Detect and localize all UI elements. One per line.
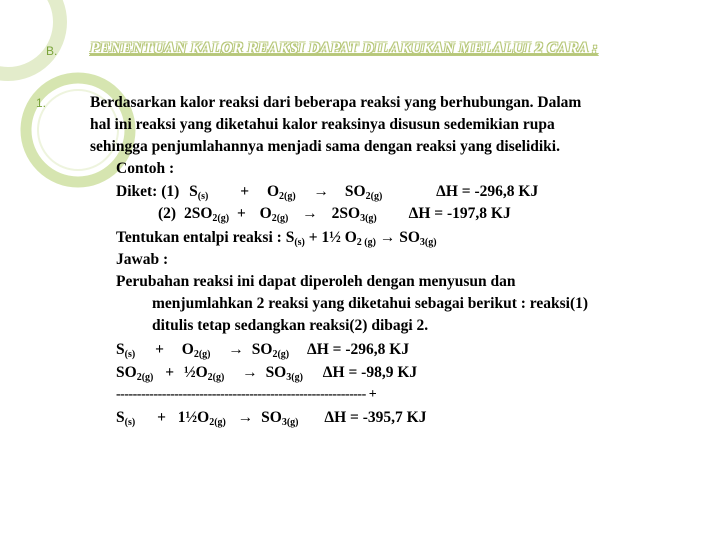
- formula-so: SO: [116, 364, 137, 381]
- subscript-3g: 3(g): [286, 372, 303, 383]
- formula-so: SO: [251, 341, 273, 358]
- formula-so: SO: [399, 229, 420, 246]
- coefficient-half: ½: [183, 364, 196, 381]
- subscript-2g: 2(g): [209, 417, 226, 428]
- plus-sign: +: [155, 341, 164, 358]
- plus-sign: +: [236, 205, 246, 222]
- intro-line-2: hal ini reaksi yang diketahui kalor reaksinya disusun sedemikian rupa: [90, 116, 555, 133]
- formula-o: O: [259, 205, 272, 222]
- answer-equation-1: [116, 339, 409, 362]
- formula-s: S: [116, 409, 125, 426]
- subscript-2g: 2(g): [136, 372, 154, 383]
- arrow: →: [242, 364, 258, 381]
- slide-title: PENENTUAN KALOR REAKSI DAPAT DILAKUKAN MELALUI 2 CARA :: [90, 40, 598, 57]
- tentukan-line: [116, 227, 437, 250]
- total-enthalpy: ΔH = -395,7 KJ: [324, 409, 427, 426]
- answer-equation-2: [116, 362, 417, 385]
- subscript-2g: 2(g): [272, 349, 290, 360]
- formula-o: O: [181, 341, 194, 358]
- coefficient-one-half: 1½: [177, 409, 198, 426]
- reaction-2-enthalpy: ΔH = -197,8 KJ: [408, 205, 511, 222]
- contoh-label: Contoh :: [116, 160, 175, 177]
- perubahan-line-2: menjumlahkan 2 reaksi yang diketahui sebagai berikut : reaksi(1): [152, 295, 589, 312]
- answer-equation-total: [116, 407, 426, 430]
- answer-1-enthalpy: ΔH = -296,8 KJ: [307, 341, 410, 358]
- arrow: →: [228, 341, 244, 358]
- plus-sign: +: [157, 409, 166, 426]
- formula-o: O: [266, 183, 279, 200]
- tentukan-label: Tentukan entalpi reaksi :: [116, 229, 282, 246]
- perubahan-line-1: Perubahan reaksi ini dapat diperoleh dengan menyusun dan: [116, 273, 516, 290]
- formula-so: SO: [344, 183, 366, 200]
- intro-line-1: Berdasarkan kalor reaksi dari beberapa reaksi yang berhubungan. Dalam: [90, 94, 582, 111]
- arrow: →: [379, 229, 396, 246]
- subscript-3g: 3(g): [360, 213, 377, 224]
- jawab-label: Jawab :: [116, 251, 169, 268]
- diket-reaction-2: [158, 203, 511, 226]
- reaction-1-enthalpy: ΔH = -296,8 KJ: [436, 183, 539, 200]
- arrow: →: [313, 183, 330, 200]
- intro-line-3: sehingga penjumlahannya menjadi sama dengan reaksi yang diselidiki.: [90, 138, 560, 155]
- coefficient-one-half: 1½: [321, 229, 341, 246]
- reaction-1-number: (1): [161, 183, 180, 200]
- state-solid: (s): [197, 191, 209, 202]
- subscript-2g: 2(g): [271, 213, 289, 224]
- formula-s: S: [116, 341, 125, 358]
- subscript-3g: 3(g): [281, 417, 299, 428]
- formula-2so: 2SO: [331, 205, 361, 222]
- state-solid: (s): [294, 237, 305, 248]
- state-solid: (s): [124, 417, 136, 428]
- subscript-2g: 2(g): [193, 349, 211, 360]
- subscript-3g: 3(g): [419, 237, 437, 248]
- answer-2-enthalpy: ΔH = -98,9 KJ: [322, 364, 418, 381]
- subscript-2g: 2 (g): [356, 237, 376, 248]
- formula-2so: 2SO: [183, 205, 213, 222]
- formula-so: SO: [261, 409, 282, 426]
- subscript-2g: 2(g): [365, 191, 383, 202]
- decorative-circle-top: [0, 0, 60, 74]
- formula-s: S: [189, 183, 198, 200]
- formula-o: O: [195, 364, 208, 381]
- sum-divider: ------------------------------------------------------------ +: [116, 387, 377, 402]
- reaction-2-number: (2): [158, 205, 177, 222]
- plus-sign: +: [308, 229, 318, 246]
- formula-so: SO: [265, 364, 287, 381]
- arrow: →: [302, 205, 318, 222]
- formula-o: O: [197, 409, 210, 426]
- section-marker-b: B.: [46, 44, 58, 58]
- formula-o: O: [344, 229, 357, 246]
- arrow: →: [237, 409, 254, 426]
- state-solid: (s): [124, 349, 136, 360]
- perubahan-line-3: ditulis tetap sedangkan reaksi(2) dibagi 2.: [152, 317, 429, 334]
- subscript-2g: 2(g): [212, 213, 230, 224]
- item-marker-1: 1.: [36, 96, 47, 110]
- plus-sign: +: [165, 364, 175, 381]
- formula-s: S: [285, 229, 295, 246]
- subscript-2g: 2(g): [279, 191, 296, 202]
- diket-reaction-1: [116, 181, 538, 204]
- diket-label: Diket:: [116, 183, 158, 200]
- plus-sign: +: [240, 183, 250, 200]
- subscript-2g: 2(g): [207, 372, 225, 383]
